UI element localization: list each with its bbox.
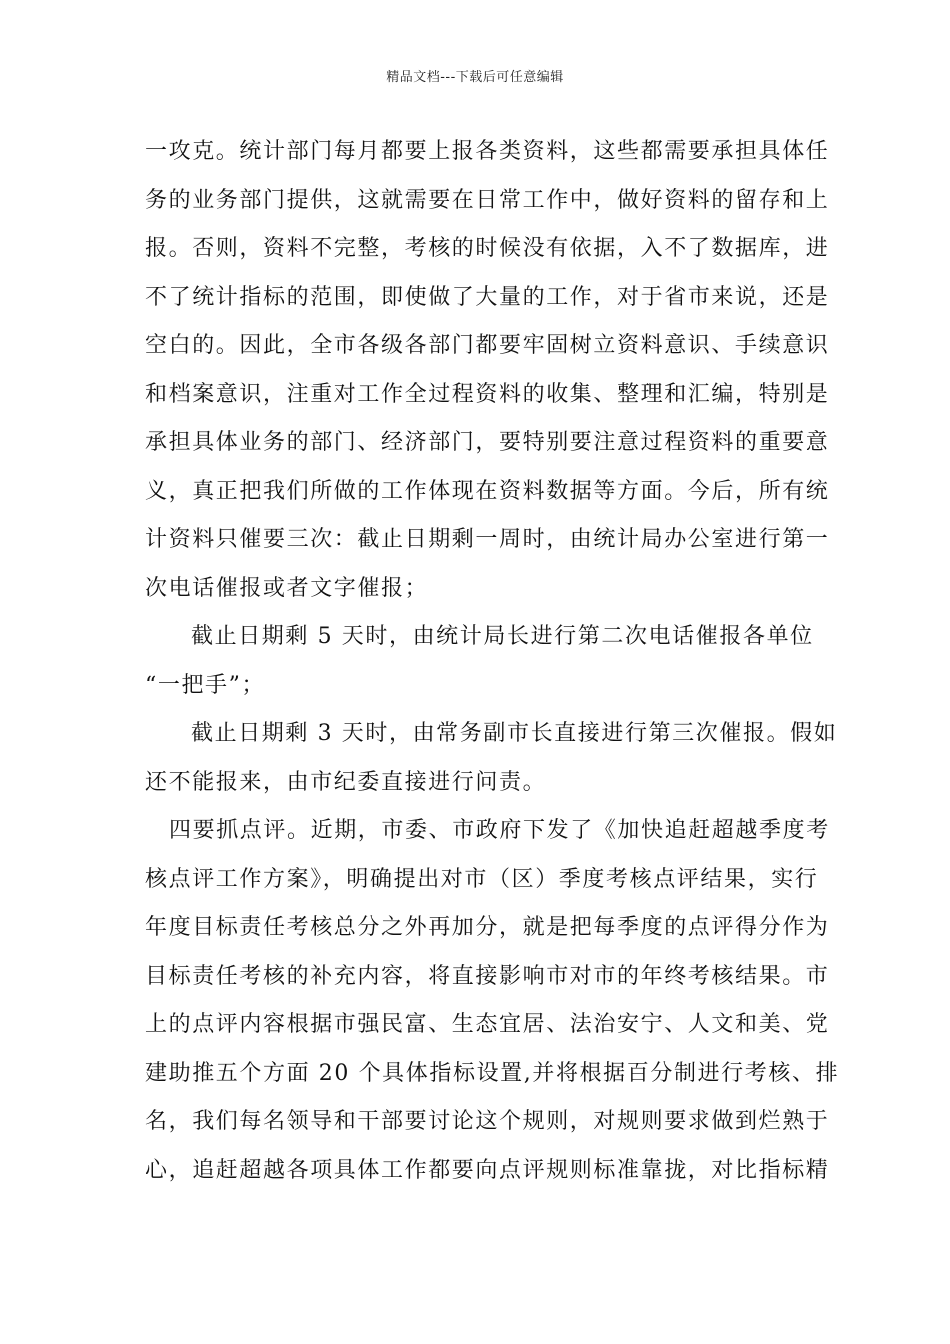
text-line: 报。否则，资料不完整，考核的时候没有依据，入不了数据库，进 (145, 236, 830, 261)
text-line: 四要抓点评。近期，市委、市政府下发了《加快追赶超越季度考 (169, 818, 830, 843)
text-line: 截止日期剩 5 天时，由统计局长进行第二次电话催报各单位 (191, 624, 814, 649)
page-header: 精品文档---下载后可任意编辑 (386, 70, 564, 85)
text-line: 和档案意识，注重对工作全过程资料的收集、整理和汇编，特别是 (145, 381, 830, 407)
text-line: 义，真正把我们所做的工作体现在资料数据等方面。今后，所有统 (145, 478, 830, 504)
text-line: 心，追赶超越各项具体工作都要向点评规则标准靠拢，对比指标精 (145, 1157, 830, 1183)
text-line: 次电话催报或者文字催报； (145, 575, 429, 601)
text-line: 名，我们每名领导和干部要讨论这个规则，对规则要求做到烂熟于 (145, 1109, 830, 1134)
text-line: 务的业务部门提供，这就需要在日常工作中，做好资料的留存和上 (145, 187, 830, 213)
text-line: 承担具体业务的部门、经济部门，要特别要注意过程资料的重要意 (145, 430, 830, 455)
text-line: 空白的。因此，全市各级各部门都要牢固树立资料意识、手续意识 (145, 333, 830, 358)
text-line: 一攻克。统计部门每月都要上报各类资料，这些都需要承担具体任 (145, 139, 830, 164)
document-body (145, 128, 840, 1195)
text-line: 计资料只催要三次：截止日期剩一周时，由统计局办公室进行第一 (145, 527, 830, 552)
text-line: 目标责任考核的补充内容，将直接影响市对市的年终考核结果。市 (145, 963, 830, 989)
text-line: 核点评工作方案》，明确提出对市（区）季度考核点评结果，实行 (145, 866, 819, 892)
text-line: 建助推五个方面 20 个具体指标设置,并将根据百分制进行考核、排 (145, 1060, 840, 1086)
text-line: “一把手”； (145, 672, 266, 698)
text-line: 不了统计指标的范围，即使做了大量的工作，对于省市来说，还是 (145, 284, 830, 310)
text-line: 年度目标责任考核总分之外再加分，就是把每季度的点评得分作为 (145, 915, 830, 940)
text-line: 还不能报来，由市纪委直接进行问责。 (145, 769, 547, 795)
text-line: 截止日期剩 3 天时，由常务副市长直接进行第三次催报。假如 (191, 721, 838, 746)
text-line: 上的点评内容根据市强民富、生态宜居、法治安宁、人文和美、党 (145, 1012, 830, 1037)
